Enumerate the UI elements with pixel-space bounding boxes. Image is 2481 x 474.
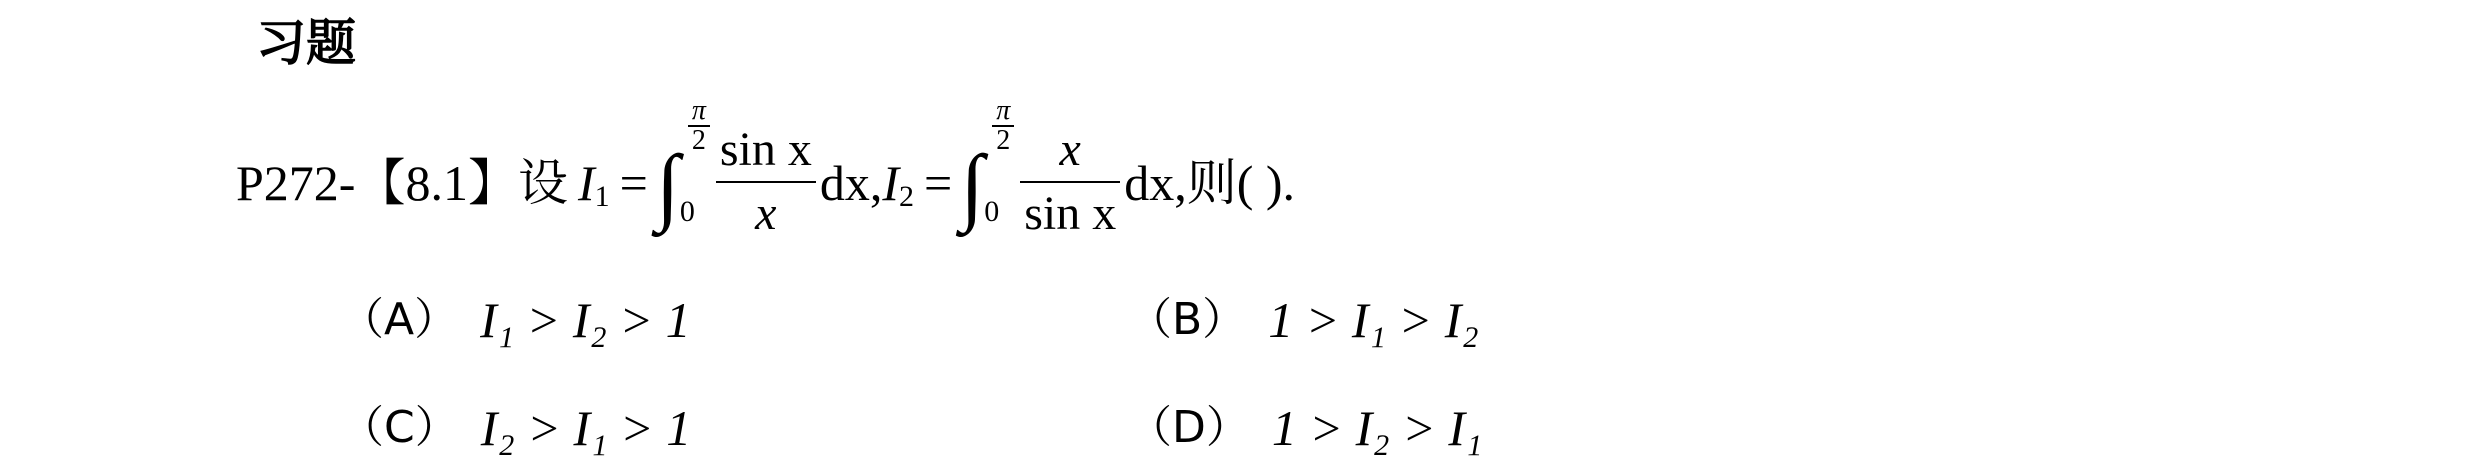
integral-1-lower-limit: 0 [679, 195, 695, 228]
fraction-1-num-text: sin x [719, 123, 812, 176]
integral-2-upper-den: 2 [996, 125, 1011, 156]
question-number: P272-【8.1】设 [236, 155, 568, 211]
exercise-heading: 习题 [256, 14, 356, 72]
option-c-expression: I₂ > I₁ > 1 [480, 400, 692, 456]
option-a-label: （A） [340, 294, 459, 345]
fraction-1 [716, 119, 816, 245]
option-b-expression: 1 > I₁ > I₂ [1268, 292, 1479, 348]
option-d-expression: 1 > I₂ > I₁ [1271, 400, 1483, 456]
integral-2-upper-pi: π [992, 97, 1014, 127]
question-prefix [236, 153, 568, 213]
var-I2-subscript: 2 [899, 180, 914, 213]
integral-2-lower-limit: 0 [984, 195, 1000, 228]
question-line [236, 95, 1296, 240]
integral-sign-2: ∫ [960, 137, 984, 233]
option-c[interactable] [340, 398, 691, 458]
dx-2: dx [1124, 155, 1175, 211]
dx-1: dx [819, 155, 870, 211]
var-I1-subscript: 1 [594, 180, 610, 213]
integral-sign-1: ∫ [655, 137, 680, 233]
option-d-label: （D） [1128, 402, 1250, 453]
option-b-label: （B） [1128, 294, 1247, 345]
fraction-2-numerator: x [1059, 123, 1081, 176]
var-I2: I [882, 155, 899, 211]
integral-2 [958, 95, 1011, 233]
integral-1-upper-limit [684, 97, 714, 155]
fraction-1-numerator [716, 119, 816, 181]
equals-sign-1: = [619, 155, 648, 211]
comma-1: , [869, 155, 883, 211]
integral-1-upper-den: 2 [691, 125, 706, 156]
fraction-2-wrap [1012, 123, 1124, 240]
integral-1-upper-pi: π [688, 97, 710, 127]
integral-1 [654, 95, 706, 233]
option-c-label: （C） [340, 402, 459, 453]
fraction-1-wrap [708, 123, 820, 240]
option-b[interactable] [1128, 290, 1479, 350]
option-d[interactable] [1128, 398, 1482, 458]
var-I1: I [577, 155, 595, 211]
fraction-2 [1020, 119, 1120, 245]
option-a-expression: I₁ > I₂ > 1 [480, 292, 691, 348]
equals-sign-2: = [924, 155, 953, 211]
fraction-2-denominator: sin x [1024, 187, 1117, 240]
option-a[interactable] [340, 290, 691, 350]
question-suffix: ,则( ). [1174, 155, 1296, 211]
integral-2-upper-limit [988, 97, 1018, 155]
fraction-1-denominator: x [755, 187, 777, 240]
